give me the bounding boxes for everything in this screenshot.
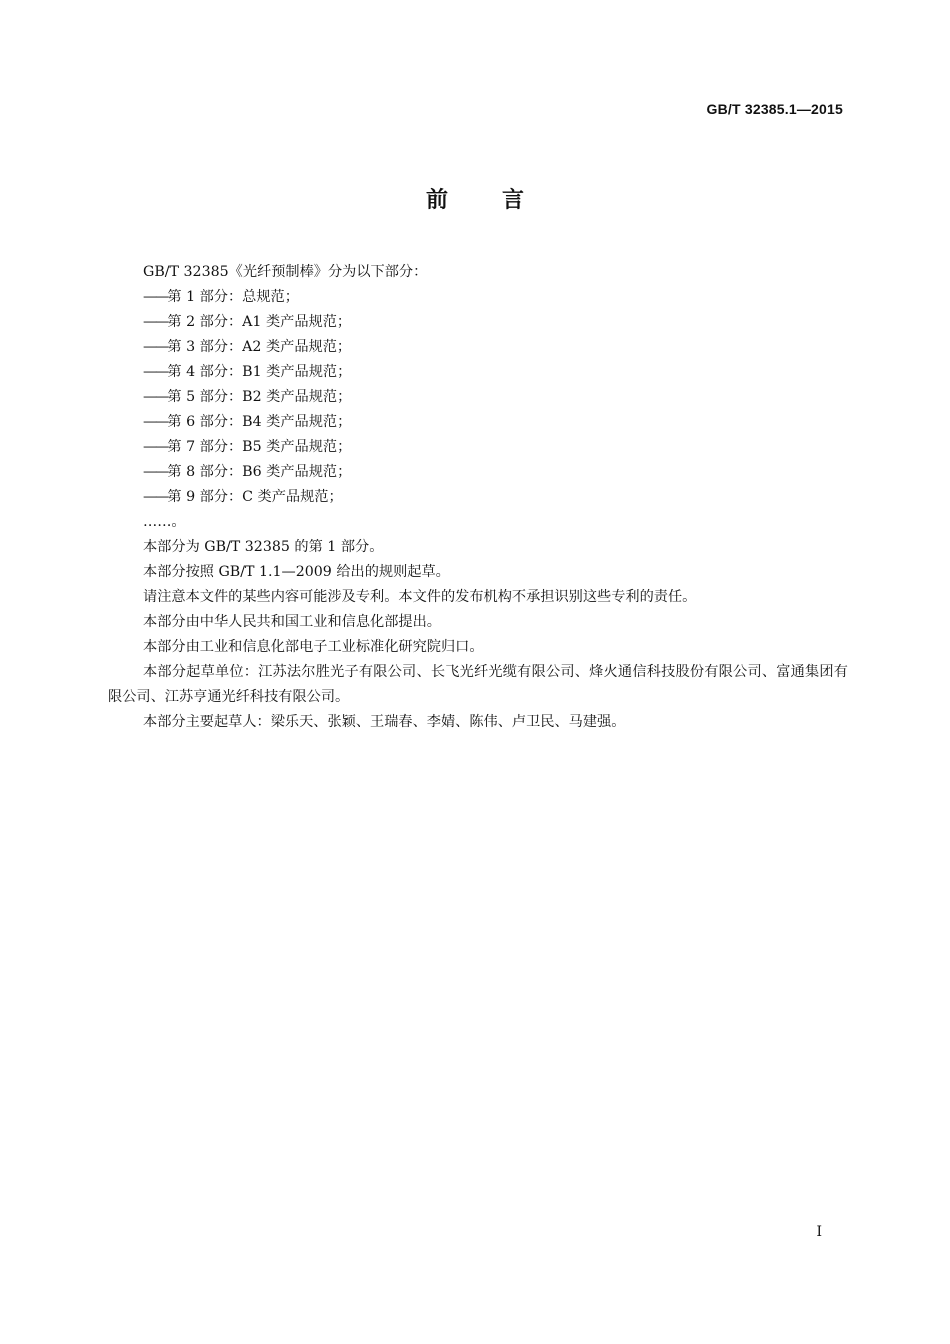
list-dash: —— (143, 414, 168, 430)
standard-number: GB/T 32385.1—2015 (706, 101, 843, 117)
paragraph-drafting-units: 本部分起草单位：江苏法尔胜光子有限公司、长飞光纤光缆有限公司、烽火通信科技股份有限公司、富通集团有限公司、江苏亨通光纤科技有限公司。 (108, 664, 848, 705)
paragraph-drafters: 本部分主要起草人：梁乐天、张颖、王瑞春、李婧、陈伟、卢卫民、马建强。 (143, 714, 626, 730)
list-item (108, 310, 848, 335)
list-dash: —— (143, 464, 168, 480)
list-item-text: 第 4 部分：B1 类产品规范； (167, 364, 352, 380)
list-dash: —— (143, 439, 168, 455)
page-title: 前言 (425, 188, 578, 213)
list-item-text: 第 3 部分：A2 类产品规范； (167, 339, 352, 355)
list-item-text: 第 1 部分：总规范； (167, 289, 299, 305)
list-item-text: 第 7 部分：B5 类产品规范； (167, 439, 352, 455)
list-item-text: 第 9 部分：C 类产品规范； (167, 489, 343, 505)
foreword-body (108, 260, 848, 735)
list-item (108, 385, 848, 410)
list-dash: —— (143, 289, 168, 305)
paragraph-proposer: 本部分由中华人民共和国工业和信息化部提出。 (143, 614, 441, 630)
parts-list (108, 285, 848, 510)
list-dash: —— (143, 314, 168, 330)
ellipsis-line: ……。 (143, 514, 186, 530)
paragraph-part-designation: 本部分为 GB/T 32385 的第 1 部分。 (143, 539, 384, 555)
list-item (108, 335, 848, 360)
list-item (108, 485, 848, 510)
list-dash: —— (143, 364, 168, 380)
list-item-text: 第 6 部分：B4 类产品规范； (167, 414, 352, 430)
list-dash: —— (143, 339, 168, 355)
paragraph-drafting-rules: 本部分按照 GB/T 1.1—2009 给出的规则起草。 (143, 564, 450, 580)
list-item (108, 285, 848, 310)
list-item-text: 第 5 部分：B2 类产品规范； (167, 389, 352, 405)
paragraph-patent-notice: 请注意本文件的某些内容可能涉及专利。本文件的发布机构不承担识别这些专利的责任。 (143, 589, 697, 605)
list-item (108, 410, 848, 435)
list-dash: —— (143, 489, 168, 505)
list-item-text: 第 2 部分：A1 类产品规范； (167, 314, 352, 330)
list-dash: —— (143, 389, 168, 405)
page-number: I (816, 1224, 822, 1240)
list-item (108, 460, 848, 485)
intro-paragraph: GB/T 32385《光纤预制棒》分为以下部分： (143, 264, 428, 280)
list-item (108, 360, 848, 385)
list-item-text: 第 8 部分：B6 类产品规范； (167, 464, 352, 480)
paragraph-administrator: 本部分由工业和信息化部电子工业标准化研究院归口。 (143, 639, 484, 655)
list-item (108, 435, 848, 460)
